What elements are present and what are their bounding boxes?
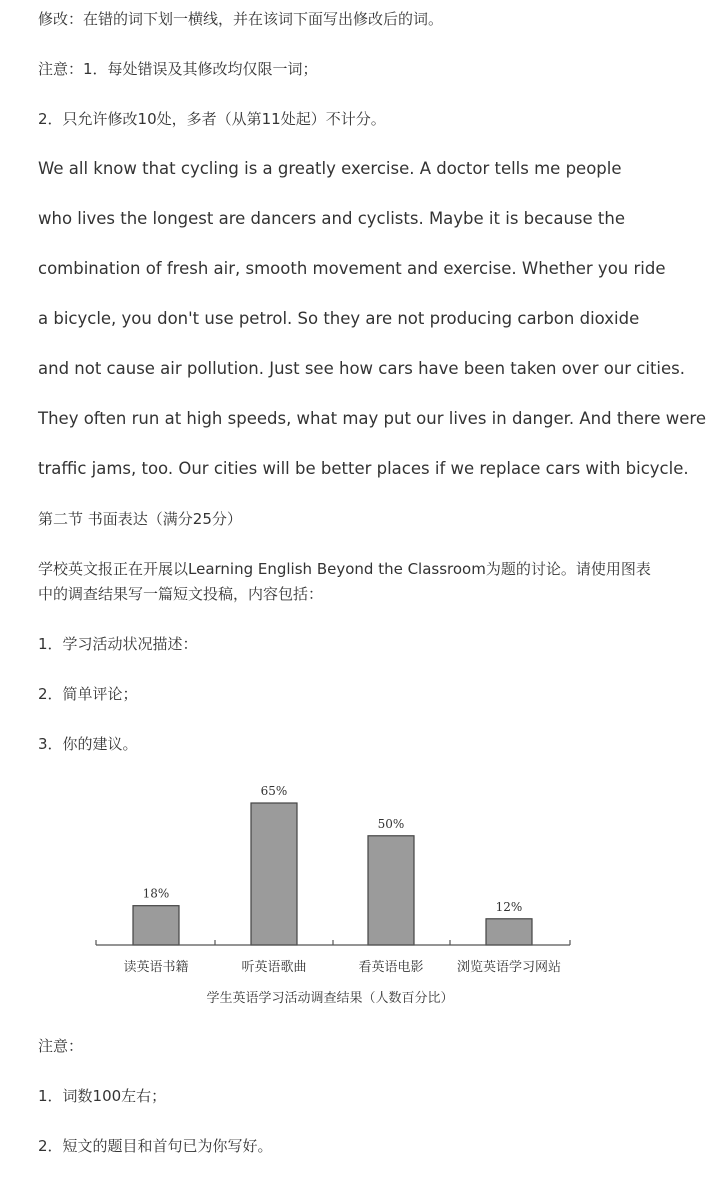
content-point-2: 2．简单评论；: [38, 685, 138, 703]
content-point-1: 1．学习活动状况描述：: [38, 635, 198, 653]
passage-line-4: a bicycle, you don't use petrol. So they are not producing carbon dioxide: [38, 309, 640, 328]
bar-1: [133, 906, 179, 945]
bar-value-label-2: 65%: [260, 784, 288, 798]
passage-line-1: We all know that cycling is a greatly exercise. A doctor tells me people: [38, 159, 622, 178]
bar-value-label-4: 12%: [495, 899, 523, 914]
content-point-3: 3．你的建议。: [38, 735, 138, 753]
notes-title: 注意：: [38, 1037, 84, 1055]
bar-3: [368, 836, 414, 945]
section-2-title: 第二节 书面表达（满分25分）: [38, 510, 242, 528]
category-label-1: 读英语书籍: [123, 960, 189, 975]
bar-2: [251, 803, 297, 945]
instruction-note-2: 2．只允许修改10处，多者（从第11处起）不计分。: [38, 110, 386, 128]
bar-value-label-3: 50%: [377, 816, 405, 831]
bar-value-label-1: 18%: [142, 886, 170, 901]
passage-line-5: and not cause air pollution. Just see how cars have been taken over our cities.: [38, 359, 686, 378]
passage-line-2: who lives the longest are dancers and cyclists. Maybe it is because the: [38, 209, 625, 228]
survey-bar-chart: [80, 775, 580, 1015]
passage-line-3: combination of fresh air, smooth movement and exercise. Whether you ride: [38, 259, 666, 278]
category-label-3: 看英语电影: [358, 960, 424, 975]
passage-line-7: traffic jams, too. Our cities will be better places if we replace cars with bicycle.: [38, 459, 689, 478]
category-label-4: 浏览英语学习网站: [456, 960, 562, 975]
section-2-prompt: 学校英文报正在开展以Learning English Beyond the Classroom为题的讨论。请使用图表中的调查结果写一篇短文投稿，内容包括：: [38, 560, 651, 603]
instruction-modify: 修改：在错的词下划一横线，并在该词下面写出修改后的词。: [38, 10, 444, 28]
note-item-2: 2．短文的题目和首句已为你写好。: [38, 1137, 273, 1155]
chart-x-axis-title: 学生英语学习活动调查结果（人数百分比）: [206, 991, 454, 1006]
bar-4: [486, 919, 532, 945]
instruction-note-1: 注意：1．每处错误及其修改均仅限一词；: [38, 60, 318, 78]
category-label-2: 听英语歌曲: [241, 960, 307, 975]
note-item-1: 1．词数100左右；: [38, 1087, 167, 1105]
passage-line-6: They often run at high speeds, what may put our lives in danger. And there were: [38, 409, 706, 428]
